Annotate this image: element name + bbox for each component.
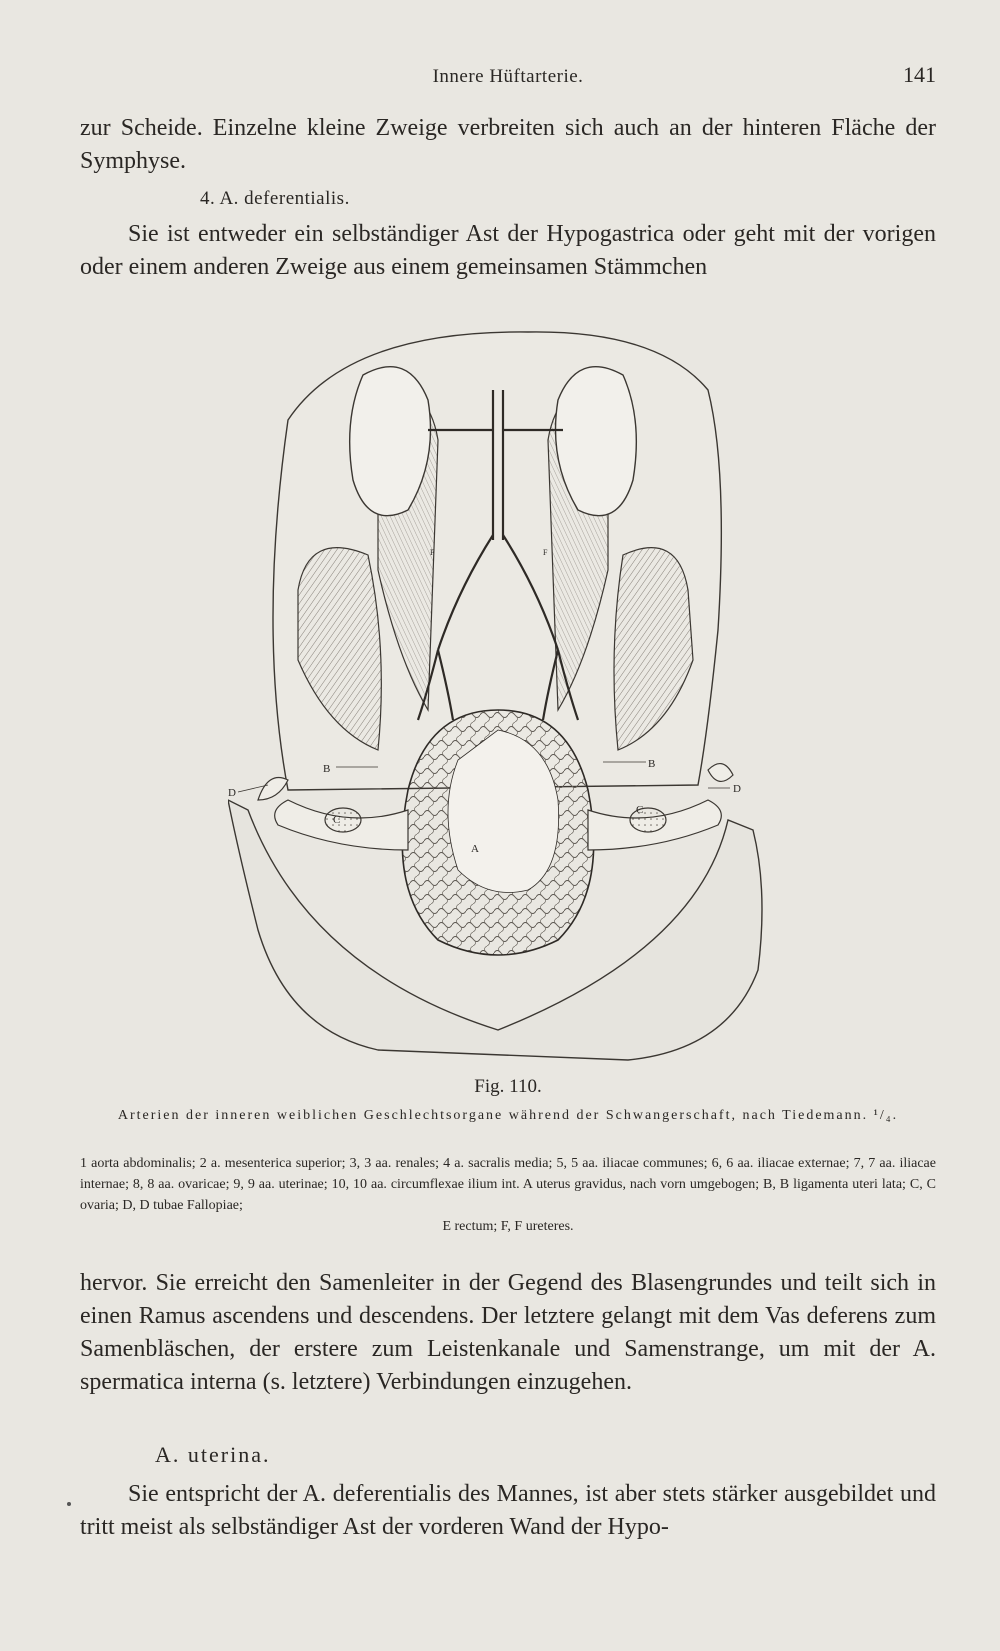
uterus-gravidus <box>402 710 593 955</box>
label-c-left: C <box>333 814 341 826</box>
figure-legend-end: E rectum; F, F ureteres. <box>442 1219 574 1234</box>
label-a: A <box>471 843 479 855</box>
uterina-paragraph-block <box>80 1478 936 1544</box>
running-title: Innere Hüftarterie. <box>432 66 584 87</box>
top-paragraph-block <box>80 112 936 178</box>
label-f-left: F <box>430 548 435 557</box>
section-heading-uterina: A. uterina. <box>155 1442 271 1467</box>
label-b-right: B <box>648 758 656 770</box>
label-b-left: B <box>323 763 331 775</box>
section-heading-deferentialis: 4. A. deferentialis. <box>200 188 350 209</box>
uterina-paragraph: Sie entspricht der A. deferentialis des Mannes, ist aber stets stärker ausgebildet und tritt meist als selbständiger Ast der vorderen Wand der Hypo- <box>80 1481 936 1540</box>
top-paragraph: zur Scheide. Einzelne kleine Zweige verbreiten sich auch an der hinteren Fläche der Symphyse. <box>80 115 936 174</box>
deferentialis-paragraph: Sie ist entweder ein selbständiger Ast der Hypogastrica oder geht mit der vorigen oder einem anderen Zweige aus einem gemeinsamen Stämmchen <box>80 221 936 280</box>
continuation-paragraph-block <box>80 1267 936 1399</box>
figure-legend <box>80 1153 936 1237</box>
figure-label: Fig. 110. <box>474 1076 542 1097</box>
label-c-right: C <box>636 804 644 816</box>
page-number: 141 <box>903 62 936 87</box>
label-d-right: D <box>733 783 741 795</box>
anatomical-illustration <box>228 330 768 1068</box>
page-header <box>80 62 936 92</box>
figure-legend-text: 1 aorta abdominalis; 2 a. mesenterica superior; 3, 3 aa. renales; 4 a. sacralis media; 5, 5 aa. iliacae communes; 6, 6 aa. iliacae externae; 7, 7 aa. iliacae internae; 8, 8 aa. ovaricae; 9, 9 aa. uterinae; 10, 10 aa. circumflexae ilium int. A uterus gravidus, nach vorn umgebogen; B, B ligamenta uteri lata; C, C ovaria; D, D tubae Fallopiae; <box>80 1156 936 1213</box>
figure-title: Arterien der inneren weiblichen Geschlechtsorgane während der Schwangerschaft, nach Tiedemann. ¹/₄. <box>117 1108 899 1123</box>
deferentialis-paragraph-block <box>80 218 936 284</box>
continuation-paragraph: hervor. Sie erreicht den Samenleiter in der Gegend des Blasengrundes und teilt sich in einen Ramus ascendens und descendens. Der letztere gelangt mit dem Vas deferens zum Samenbläschen, der erstere zum Leistenkanale und Samenstrange, um mit der A. spermatica interna (s. letztere) Verbindungen einzugehen. <box>80 1270 936 1395</box>
label-f-right: F <box>543 548 548 557</box>
label-d-left: D <box>228 787 236 799</box>
margin-speck <box>67 1502 71 1506</box>
